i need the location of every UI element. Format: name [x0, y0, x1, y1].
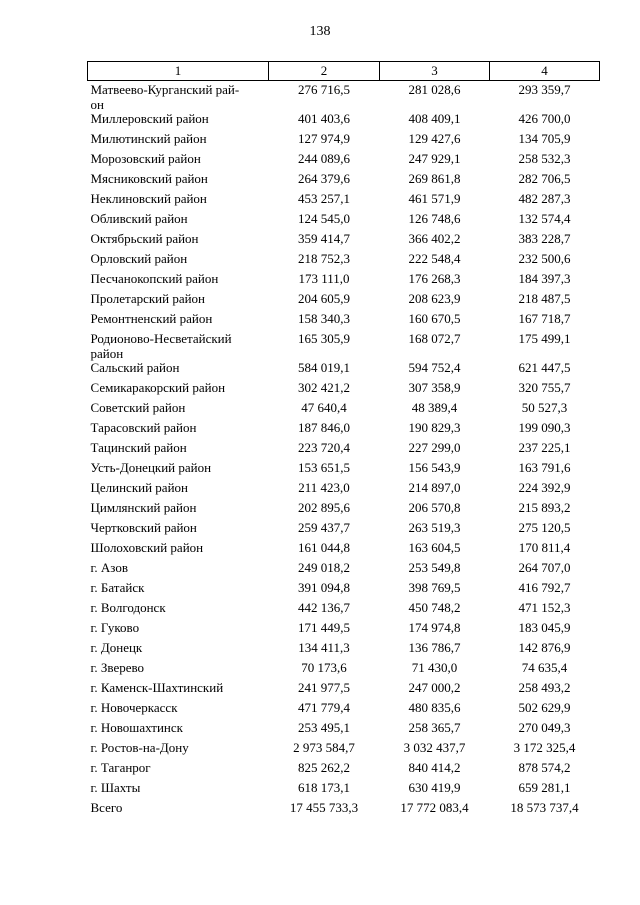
- value-cell-col-3: 247 000,2: [408, 680, 461, 695]
- value-cell-col-3: 366 402,2: [408, 231, 461, 246]
- value-cell-col-2: 276 716,5: [298, 82, 350, 97]
- row-name-cell: Семикаракорский район: [90, 380, 226, 395]
- value-cell-col-3: 160 670,5: [408, 311, 461, 326]
- value-cell-col-4: 232 500,6: [518, 251, 571, 266]
- value-cell-col-4: 175 499,1: [518, 331, 571, 346]
- value-cell-col-3: 17 772 083,4: [400, 800, 469, 815]
- value-cell-col-3: 48 389,4: [411, 400, 458, 415]
- value-cell-col-3: 253 549,8: [408, 560, 461, 575]
- value-cell-col-2: 825 262,2: [298, 760, 350, 775]
- value-cell-col-4: 170 811,4: [518, 540, 571, 555]
- value-cell-col-4: 471 152,3: [518, 600, 571, 615]
- table-header-row: [88, 62, 600, 81]
- table-row: [88, 481, 600, 501]
- row-name-cell: Морозовский район: [90, 151, 201, 166]
- value-cell-col-4: 134 705,9: [518, 131, 571, 146]
- table-row: [88, 501, 600, 521]
- row-name-cell: Шолоховский район: [90, 540, 204, 555]
- value-cell-col-3: 174 974,8: [408, 620, 461, 635]
- value-cell-col-2: 158 340,3: [298, 311, 350, 326]
- value-cell-col-4: 142 876,9: [518, 640, 571, 655]
- table-row: [88, 701, 600, 721]
- value-cell-col-4: 383 228,7: [518, 231, 571, 246]
- row-name-cell: Мясниковский район: [90, 171, 208, 186]
- table-row: [88, 561, 600, 581]
- value-cell-col-2: 249 018,2: [298, 560, 350, 575]
- value-cell-col-2: 171 449,5: [298, 620, 350, 635]
- value-cell-col-3: 71 430,0: [411, 660, 458, 675]
- value-cell-col-4: 282 706,5: [518, 171, 571, 186]
- value-cell-col-2: 211 423,0: [298, 480, 350, 495]
- row-name-cell: г. Зверево: [90, 660, 145, 675]
- value-cell-col-2: 253 495,1: [298, 720, 350, 735]
- value-cell-col-2: 17 455 733,3: [289, 800, 359, 815]
- table-row: [88, 361, 600, 381]
- value-cell-col-3: 269 861,8: [408, 171, 461, 186]
- value-cell-col-2: 202 895,6: [298, 500, 350, 515]
- value-cell-col-4: 183 045,9: [518, 620, 571, 635]
- value-cell-col-3: 222 548,4: [408, 251, 461, 266]
- column-header-3: 3: [380, 62, 490, 81]
- row-name-cell: г. Новочеркасск: [90, 700, 178, 715]
- value-cell-col-2: 453 257,1: [298, 191, 350, 206]
- value-cell-col-4: 878 574,2: [518, 760, 571, 775]
- row-name-cell: Родионово-Несветайский район: [90, 331, 232, 361]
- value-cell-col-2: 2 973 584,7: [293, 740, 355, 755]
- value-cell-col-4: 184 397,3: [518, 271, 571, 286]
- row-name-cell: Ремонтненский район: [90, 311, 213, 326]
- row-name-cell: Миллеровский район: [90, 111, 209, 126]
- row-name-cell: Матвеево-Курганский рай- он: [90, 82, 240, 112]
- table-row: [88, 721, 600, 741]
- row-name-cell: Всего: [90, 800, 123, 815]
- value-cell-col-4: 270 049,3: [518, 720, 571, 735]
- row-name-cell: Усть-Донецкий район: [90, 460, 212, 475]
- value-cell-col-2: 259 437,7: [298, 520, 350, 535]
- table-row: [88, 661, 600, 681]
- value-cell-col-2: 161 044,8: [298, 540, 350, 555]
- table-row: [88, 252, 600, 272]
- row-name-cell: Неклиновский район: [90, 191, 207, 206]
- value-cell-col-2: 165 305,9: [298, 331, 350, 346]
- value-cell-col-3: 307 358,9: [408, 380, 461, 395]
- row-name-cell: г. Ростов-на-Дону: [90, 740, 189, 755]
- value-cell-col-2: 584 019,1: [298, 360, 350, 375]
- value-cell-col-3: 840 414,2: [408, 760, 461, 775]
- table-row: [88, 232, 600, 252]
- value-cell-col-4: 502 629,9: [518, 700, 571, 715]
- value-cell-col-4: 50 527,3: [521, 400, 568, 415]
- value-cell-col-3: 156 543,9: [408, 460, 461, 475]
- row-name-cell: Тарасовский район: [90, 420, 197, 435]
- value-cell-col-4: 218 487,5: [518, 291, 571, 306]
- table-row: [88, 601, 600, 621]
- value-cell-col-4: 621 447,5: [518, 360, 571, 375]
- row-name-cell: г. Батайск: [90, 580, 145, 595]
- value-cell-col-2: 153 651,5: [298, 460, 350, 475]
- row-name-cell: Октябрьский район: [90, 231, 199, 246]
- table-row: [88, 272, 600, 292]
- value-cell-col-2: 70 173,6: [301, 660, 347, 675]
- column-header-2: 2: [269, 62, 380, 81]
- table-row: [88, 292, 600, 312]
- value-cell-col-4: 163 791,6: [518, 460, 571, 475]
- value-cell-col-3: 3 032 437,7: [403, 740, 466, 755]
- value-cell-col-4: 416 792,7: [518, 580, 571, 595]
- table-row: [88, 521, 600, 541]
- value-cell-col-2: 223 720,4: [298, 440, 350, 455]
- value-cell-col-2: 442 136,7: [298, 600, 350, 615]
- table-row: [88, 312, 600, 332]
- table-row: [88, 112, 600, 132]
- value-cell-col-3: 408 409,1: [408, 111, 461, 126]
- value-cell-col-3: 450 748,2: [408, 600, 461, 615]
- value-cell-col-4: 167 718,7: [518, 311, 571, 326]
- value-cell-col-2: 124 545,0: [298, 211, 350, 226]
- column-header-1: 1: [88, 62, 269, 81]
- table-row: [88, 381, 600, 401]
- value-cell-col-2: 204 605,9: [298, 291, 350, 306]
- table-row: [88, 801, 600, 821]
- table-row: [88, 761, 600, 781]
- value-cell-col-4: 426 700,0: [518, 111, 571, 126]
- row-name-cell: г. Таганрог: [90, 760, 151, 775]
- row-name-cell: г. Донецк: [90, 640, 143, 655]
- table-row: [88, 132, 600, 152]
- value-cell-col-4: 3 172 325,4: [513, 740, 576, 755]
- value-cell-col-3: 214 897,0: [408, 480, 461, 495]
- value-cell-col-3: 630 419,9: [408, 780, 461, 795]
- row-name-cell: г. Шахты: [90, 780, 141, 795]
- table-row: [88, 581, 600, 601]
- row-name-cell: Пролетарский район: [90, 291, 206, 306]
- value-cell-col-2: 391 094,8: [298, 580, 350, 595]
- row-name-cell: г. Каменск-Шахтинский: [90, 680, 224, 695]
- table-row: [88, 641, 600, 661]
- value-cell-col-2: 241 977,5: [298, 680, 350, 695]
- value-cell-col-2: 134 411,3: [298, 640, 350, 655]
- value-cell-col-3: 129 427,6: [408, 131, 461, 146]
- value-cell-col-4: 264 707,0: [518, 560, 571, 575]
- value-cell-col-3: 461 571,9: [408, 191, 461, 206]
- row-name-cell: Сальский район: [90, 360, 180, 375]
- budget-table: [87, 61, 600, 821]
- row-name-cell: Целинский район: [90, 480, 188, 495]
- value-cell-col-2: 264 379,6: [298, 171, 350, 186]
- table-row: [88, 401, 600, 421]
- value-cell-col-3: 263 519,3: [408, 520, 461, 535]
- table-row: [88, 332, 600, 361]
- table-row: [88, 192, 600, 212]
- value-cell-col-2: 173 111,0: [298, 271, 350, 286]
- value-cell-col-4: 224 392,9: [518, 480, 571, 495]
- value-cell-col-4: 237 225,1: [518, 440, 571, 455]
- value-cell-col-4: 659 281,1: [518, 780, 571, 795]
- table-row: [88, 152, 600, 172]
- value-cell-col-4: 275 120,5: [518, 520, 571, 535]
- value-cell-col-3: 176 268,3: [408, 271, 461, 286]
- value-cell-col-4: 258 532,3: [518, 151, 571, 166]
- value-cell-col-2: 471 779,4: [298, 700, 350, 715]
- value-cell-col-4: 258 493,2: [518, 680, 571, 695]
- table-row: [88, 81, 600, 113]
- value-cell-col-2: 618 173,1: [298, 780, 350, 795]
- row-name-cell: г. Азов: [90, 560, 128, 575]
- table-row: [88, 421, 600, 441]
- row-name-cell: Орловский район: [90, 251, 188, 266]
- value-cell-col-3: 281 028,6: [408, 82, 461, 97]
- table-row: [88, 781, 600, 801]
- column-header-4: 4: [490, 62, 600, 81]
- table-row: [88, 681, 600, 701]
- value-cell-col-2: 359 414,7: [298, 231, 350, 246]
- value-cell-col-3: 258 365,7: [408, 720, 461, 735]
- value-cell-col-4: 18 573 737,4: [510, 800, 579, 815]
- value-cell-col-4: 215 893,2: [518, 500, 571, 515]
- table-row: [88, 461, 600, 481]
- value-cell-col-3: 208 623,9: [408, 291, 461, 306]
- table-row: [88, 741, 600, 761]
- row-name-cell: Цимлянский район: [90, 500, 197, 515]
- value-cell-col-3: 126 748,6: [408, 211, 461, 226]
- value-cell-col-2: 244 089,6: [298, 151, 350, 166]
- value-cell-col-4: 74 635,4: [521, 660, 568, 675]
- table-row: [88, 621, 600, 641]
- table-row: [88, 212, 600, 232]
- value-cell-col-2: 218 752,3: [298, 251, 350, 266]
- page-number: 138: [309, 24, 331, 39]
- row-name-cell: Песчанокопский район: [90, 271, 219, 286]
- row-name-cell: Советский район: [90, 400, 186, 415]
- value-cell-col-3: 168 072,7: [408, 331, 461, 346]
- table-row: [88, 172, 600, 192]
- row-name-cell: г. Гуково: [90, 620, 140, 635]
- row-name-cell: Обливский район: [90, 211, 188, 226]
- value-cell-col-2: 127 974,9: [298, 131, 350, 146]
- table-body: [88, 81, 600, 822]
- value-cell-col-3: 136 786,7: [408, 640, 461, 655]
- value-cell-col-4: 293 359,7: [518, 82, 571, 97]
- value-cell-col-3: 227 299,0: [408, 440, 461, 455]
- value-cell-col-4: 320 755,7: [518, 380, 571, 395]
- value-cell-col-3: 190 829,3: [408, 420, 461, 435]
- value-cell-col-3: 163 604,5: [408, 540, 461, 555]
- row-name-cell: Тацинский район: [90, 440, 187, 455]
- value-cell-col-4: 132 574,4: [518, 211, 571, 226]
- value-cell-col-3: 480 835,6: [408, 700, 461, 715]
- row-name-cell: Чертковский район: [90, 520, 197, 535]
- value-cell-col-2: 401 403,6: [298, 111, 350, 126]
- value-cell-col-2: 47 640,4: [301, 400, 347, 415]
- value-cell-col-4: 199 090,3: [518, 420, 571, 435]
- row-name-cell: г. Волгодонск: [90, 600, 166, 615]
- value-cell-col-2: 302 421,2: [298, 380, 350, 395]
- row-name-cell: Милютинский район: [90, 131, 207, 146]
- value-cell-col-3: 206 570,8: [408, 500, 461, 515]
- table-row: [88, 441, 600, 461]
- value-cell-col-4: 482 287,3: [518, 191, 571, 206]
- value-cell-col-3: 594 752,4: [408, 360, 461, 375]
- value-cell-col-2: 187 846,0: [298, 420, 350, 435]
- value-cell-col-3: 247 929,1: [408, 151, 461, 166]
- value-cell-col-3: 398 769,5: [408, 580, 461, 595]
- row-name-cell: г. Новошахтинск: [90, 720, 183, 735]
- table-row: [88, 541, 600, 561]
